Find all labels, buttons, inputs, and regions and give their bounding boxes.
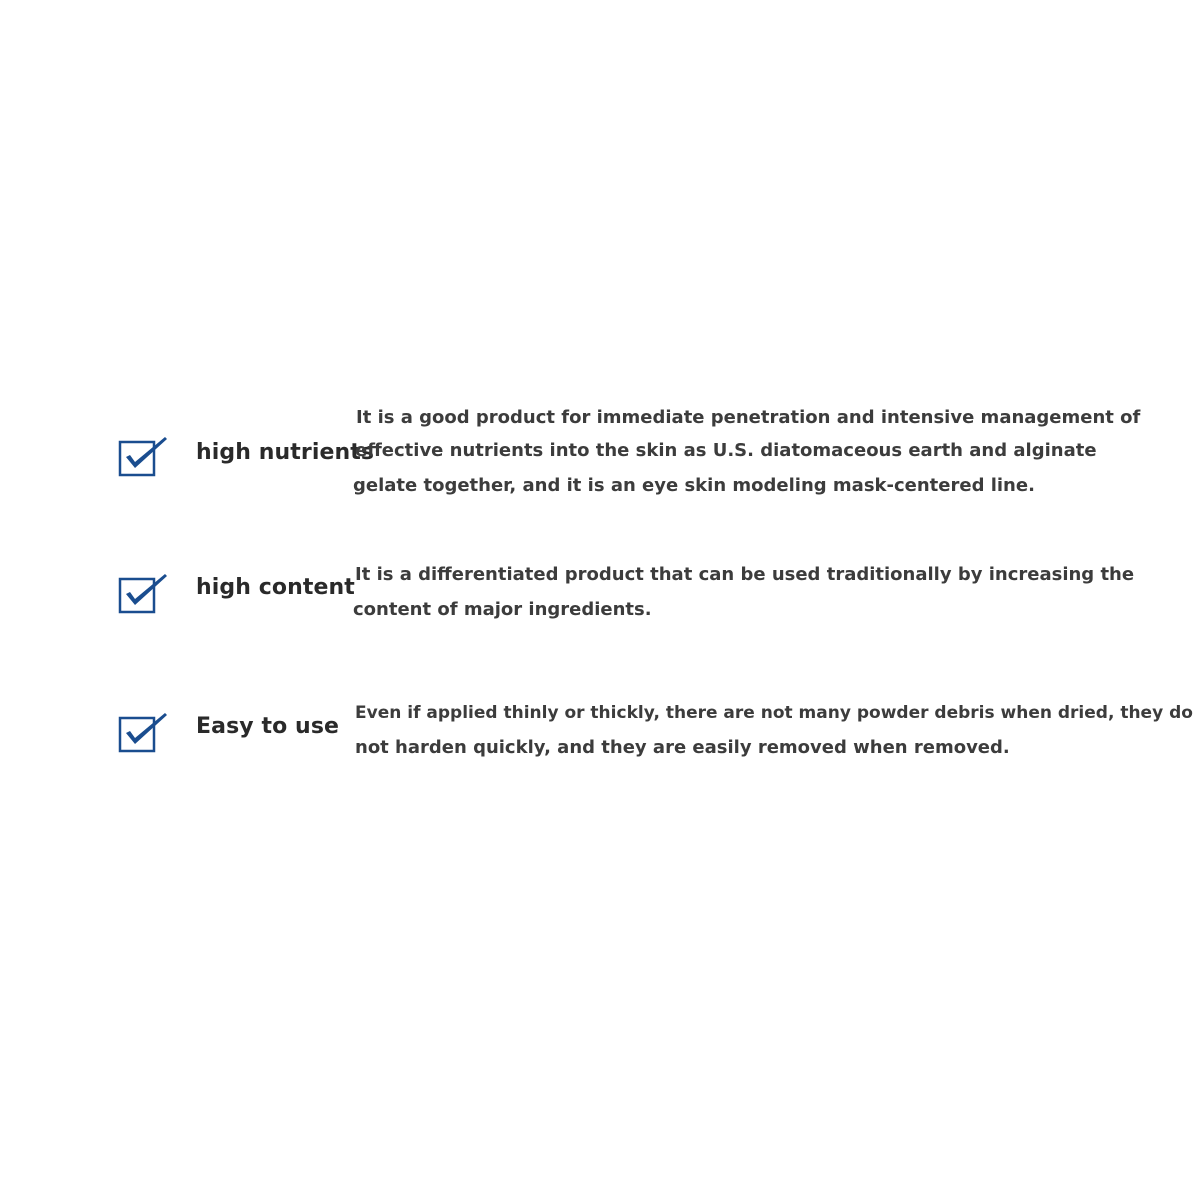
feature-description-line: Even if applied thinly or thickly, there are not many powder debris when dried, they do xyxy=(355,703,1193,723)
feature-description-line: It is a differentiated product that can be used traditionally by increasing the xyxy=(355,564,1135,585)
feature-description-line: It is a good product for immediate penetration and intensive management of xyxy=(356,407,1141,428)
feature-label: Easy to use xyxy=(196,714,340,739)
feature-description-line: not harden quickly, and they are easily removed when removed. xyxy=(355,737,1010,758)
checked-checkbox-icon xyxy=(118,574,170,616)
feature-label: high nutrients xyxy=(196,440,375,465)
feature-description-line: content of major ingredients. xyxy=(353,599,652,620)
feature-description-line: effective nutrients into the skin as U.S. diatomaceous earth and alginate xyxy=(355,440,1097,461)
feature-description-line: gelate together, and it is an eye skin modeling mask-centered line. xyxy=(353,475,1035,496)
checked-checkbox-icon xyxy=(118,713,170,755)
feature-label: high content xyxy=(196,575,355,600)
checked-checkbox-icon xyxy=(118,437,170,479)
